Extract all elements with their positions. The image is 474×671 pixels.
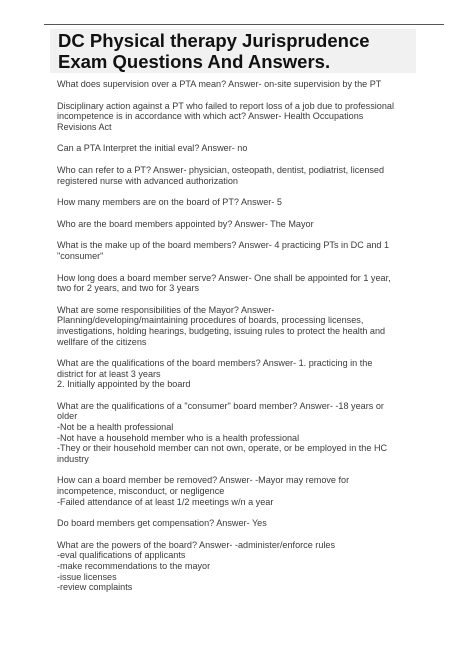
qa-item: Who can refer to a PT? Answer- physician, osteopath, dentist, podiatrist, licensed registered nurse with advanced authorization	[57, 164, 385, 186]
qa-item: How many members are on the board of PT? Answer- 5	[57, 197, 282, 208]
qa-item: Do board members get compensation? Answer- Yes	[57, 518, 267, 529]
qa-item: How can a board member be removed? Answer- -Mayor may remove for incompetence, misconduct, or negligence -Failed attendance of at least 1/2 meetings w/n a year	[57, 475, 350, 507]
qa-item: What are the qualifications of a "consumer" board member? Answer- -18 years or older -Not be a health professional -Not have a household member who is a health professional -They or their household member can not own, operate, or be employed in the HC industry	[57, 400, 388, 464]
qa-item: Disciplinary action against a PT who failed to report loss of a job due to professional incompetence is in accordance with which act? Answer- Health Occupations Revisions Act	[57, 100, 394, 132]
qa-item: What is the make up of the board members? Answer- 4 practicing PTs in DC and 1 "consumer"	[57, 240, 390, 261]
title-box	[50, 29, 416, 73]
qa-item: What does supervision over a PTA mean? Answer- on-site supervision by the PT	[57, 79, 382, 89]
qa-item: How long does a board member serve? Answer- One shall be appointed for 1 year, two for 2 years, and two for 3 years	[57, 272, 391, 294]
title-line-2: Exam Questions And Answers.	[58, 50, 331, 72]
qa-list	[57, 79, 437, 604]
title-line-1: DC Physical therapy Jurisprudence	[58, 30, 370, 51]
qa-item: What are some responsibilities of the Mayor? Answer- Planning/developing/maintaining procedures of boards, processing licenses, investigations, holding hearings, budgeting, issuing rules to protect the health and wellfare of the citizens	[57, 304, 386, 347]
qa-item: What are the qualifications of the board members? Answer- 1. practicing in the district for at least 3 years 2. Initially appointed by the board	[57, 358, 373, 390]
qa-item: What are the powers of the board? Answer- -administer/enforce rules -eval qualifications of applicants -make recommendations to the mayor -issue licenses -review complaints	[57, 539, 335, 593]
top-rule	[44, 24, 444, 25]
qa-item: Who are the board members appointed by? Answer- The Mayor	[57, 218, 314, 229]
page-title	[58, 31, 408, 72]
qa-item: Can a PTA Interpret the initial eval? Answer- no	[57, 143, 248, 154]
